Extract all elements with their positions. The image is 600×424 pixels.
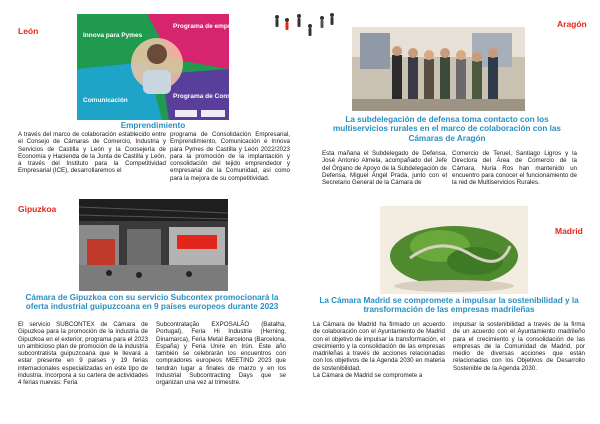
madrid-body-col1: La Cámara de Madrid ha firmado un acuerdo de colaboración con el Ayuntamiento de Madrid con el objetivo de impulsar la transformación, el crecimiento y la consolidación de las empresas madrileñas a través de acciones relacionadas con los objetivos de la Agenda 2030 en materia de sostenibilidad. La Cámara de Madrid se compromete a	[313, 321, 445, 380]
leon-caption: Emprendimiento	[120, 121, 186, 130]
aragon-body-col1: Esta mañana el Subdelegado de Defensa, José Antonio Almela, acompañado del Jefe del Órgano de Apoyo de la Subdelegación de Defensa, Miguel Ángel Prada, junto con el Secretario General de la Cámara de	[322, 150, 447, 187]
region-label-gipuzkoa: Gipuzkoa	[18, 204, 57, 214]
leon-body-col1: A través del marco de colaboración establecido entre el Consejo de Cámaras de Comercio, Industria y Servicios de Castilla y León y la Consejería de Economía y Hacienda de la Junta de Castilla y León, a través del Instituto para la Competitividad Empresarial (ICE), desarrollaremos el	[18, 131, 166, 175]
image-label-consolidacion: Programa de Consolidación	[173, 93, 260, 100]
aragon-headline: La subdelegación de defensa toma contacto con los multiservicios rurales en el marco de colaboración con las Cámaras de Aragón	[333, 115, 561, 143]
image-label-comunicacion: Comunicación	[83, 97, 128, 104]
people-figures-icon	[272, 12, 342, 38]
leon-programs-image	[77, 14, 266, 120]
gipuzkoa-fair-photo	[79, 199, 228, 291]
madrid-headline: La Cámara Madrid se compromete a impulsar la sostenibilidad y la transformación de las empresas madrileñas	[319, 296, 579, 315]
leon-body-col2: programa de Consolidación Empresarial, Emprendimiento, Comunicación e Innova para Pymes de Castilla y León 2022/2023 para la promoción de la implantación y consolidación del tejido emprendedor y empresarial de la Comunidad, así como para la mejora de su competitividad.	[170, 131, 290, 182]
aragon-body-col2: Comercio de Teruel, Santiago Ligros y la Directora del Área de Comercio de la Cámara, Nuria Ros han mantenido un encuentro para conocer el funcionamiento de la red de Multiservicios Rurales.	[452, 150, 577, 187]
region-label-madrid: Madrid	[555, 226, 583, 236]
gipuzkoa-headline: Cámara de Gipuzkoa con su servicio Subcontex promocionará la oferta industrial guipuzcoana en 9 países europeos durante 2023	[25, 293, 279, 312]
image-label-emprendimiento: Programa de emprendimiento	[173, 23, 266, 30]
image-label-innova: Innova para Pymes	[83, 32, 143, 39]
region-label-leon: León	[18, 26, 39, 36]
madrid-body-col2: impulsar la sostenibilidad a través de la firma de un acuerdo con el Ayuntamiento madrileño para el crecimiento y la consolidación de las empresas de la Comunidad de Madrid, por medio de diversas acciones que están relacionadas con los Objetivos de Desarrollo Sostenible de la Agenda 2030.	[453, 321, 585, 372]
aragon-meeting-photo	[352, 27, 525, 111]
madrid-green-model-photo	[380, 206, 528, 294]
region-label-aragon: Aragón	[557, 19, 587, 29]
gipuzkoa-body-col2: Subcontratação EXPOSALÃO (Batalha, Portugal), Feria Hi Industrie (Herning, Dinamarca), Feria Metal Barcelona (Barcelona, España) y Feria Unire en Irún. Este año también se celebrarán los encuentros con compradores europeos MEETIND 2023 que tendrán lugar a finales de marzo y en los Industrial Subcontracting Days que se organizan una vez al trimestre.	[156, 321, 286, 387]
gipuzkoa-body-col1: El servicio SUBCONTEX de Cámara de Gipuzkoa para la promoción de la industria de Gipuzkoa en el exterior, programa para el 2023 un ambicioso plan de promoción de la industria subcontratista guipuzcoana que le llevará a estar presente en 9 países y 19 ferias internacionales especializadas en este tipo de industria. Incorpora a su cartera de actividades 4 ferias nuevas: Feria	[18, 321, 148, 387]
